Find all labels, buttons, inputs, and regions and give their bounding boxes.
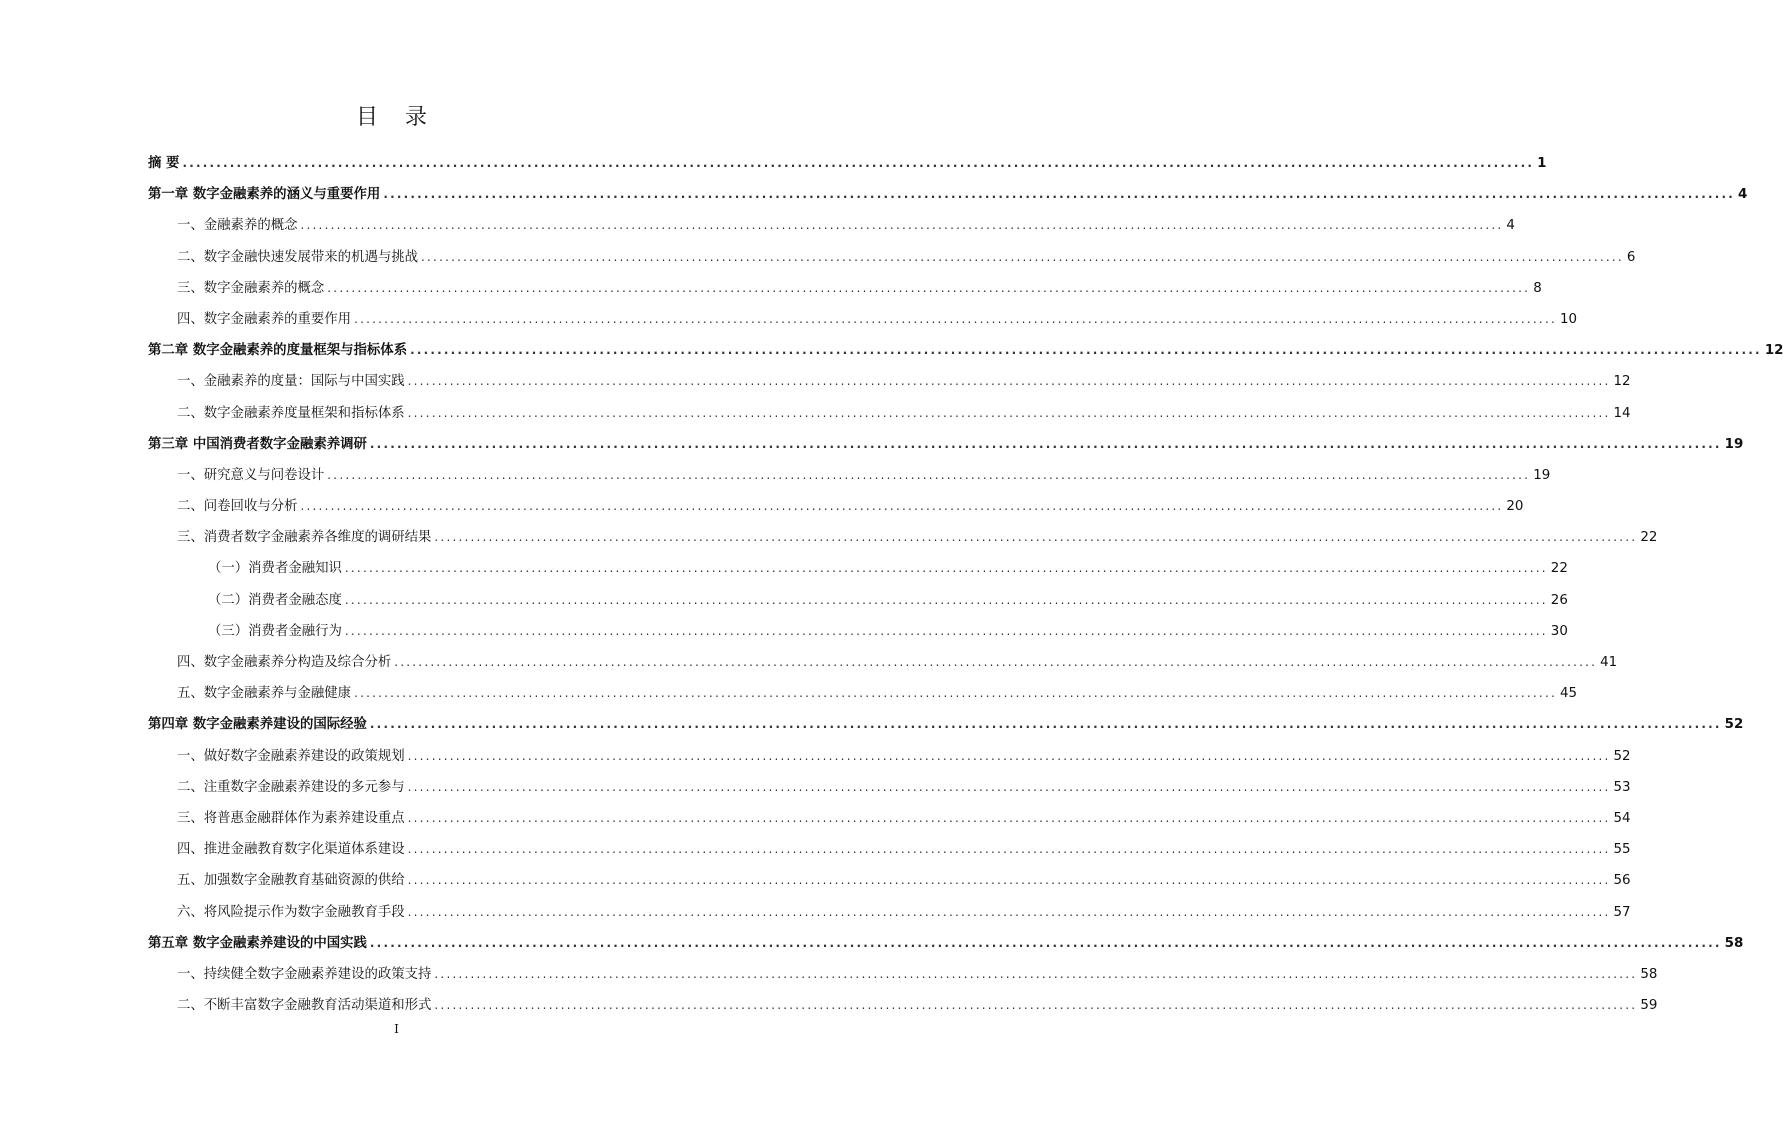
toc-entry-label: 二、注重数字金融素养建设的多元参与	[177, 779, 405, 795]
toc-section-entry[interactable]	[148, 242, 1636, 273]
page-title: 目 录	[356, 105, 437, 130]
toc-dot-leader: ........................................................................................................................................................................................................	[354, 686, 1557, 701]
toc-entry-page: 14	[1613, 405, 1631, 421]
toc-section-entry[interactable]	[148, 803, 1631, 834]
toc-entry-label: 一、研究意义与问卷设计	[177, 467, 325, 483]
toc-entry-page: 8	[1533, 280, 1542, 296]
toc-entry-label: （三）消费者金融行为	[208, 623, 342, 639]
toc-entry-page: 12	[1764, 343, 1783, 359]
toc-dot-leader: ........................................................................................................................................................................................................	[327, 467, 1531, 482]
toc-entry-page: 20	[1506, 499, 1524, 515]
toc-subsection-entry[interactable]	[148, 553, 1568, 584]
toc-section-entry[interactable]	[148, 897, 1631, 928]
toc-entry-label: 三、将普惠金融群体作为素养建设重点	[177, 810, 405, 826]
toc-chapter-entry[interactable]	[148, 429, 1744, 460]
toc-dot-leader: ........................................................................................................................................................................................................	[407, 748, 1611, 763]
toc-entry-page: 12	[1613, 374, 1631, 390]
toc-section-entry[interactable]	[148, 522, 1658, 553]
toc-section-entry[interactable]	[148, 491, 1524, 522]
toc-dot-leader: ........................................................................................................................................................................................................	[327, 280, 1531, 295]
toc-dot-leader: ........................................................................................................................................................................................................	[407, 405, 1611, 420]
toc-dot-leader: ........................................................................................................................................................................................................	[182, 156, 1535, 170]
toc-dot-leader: ........................................................................................................................................................................................................	[344, 561, 1548, 576]
toc-subsection-entry[interactable]	[148, 585, 1568, 616]
toc-dot-leader: ........................................................................................................................................................................................................	[434, 998, 1638, 1013]
toc-dot-leader: ........................................................................................................................................................................................................	[421, 249, 1624, 264]
toc-entry-label: 四、数字金融素养的重要作用	[177, 311, 352, 327]
toc-section-entry[interactable]	[148, 273, 1542, 304]
toc-dot-leader: ........................................................................................................................................................................................................	[369, 717, 1722, 732]
toc-entry-page: 10	[1559, 311, 1578, 327]
toc-section-entry[interactable]	[148, 834, 1631, 865]
toc-dot-leader: ........................................................................................................................................................................................................	[407, 810, 1611, 825]
toc-entry-label: 第四章 数字金融素养建设的国际经验	[148, 717, 367, 733]
toc-entry-label: 二、数字金融快速发展带来的机遇与挑战	[177, 249, 419, 265]
toc-section-entry[interactable]	[148, 865, 1631, 896]
toc-section-entry[interactable]	[148, 366, 1631, 397]
toc-entry-page: 30	[1550, 623, 1568, 639]
toc-entry-label: 四、数字金融素养分构造及综合分析	[177, 655, 392, 670]
toc-section-entry[interactable]	[148, 959, 1658, 990]
toc-entry-label: 三、消费者数字金融素养各维度的调研结果	[177, 530, 432, 546]
toc-entry-page: 59	[1640, 998, 1658, 1014]
toc-section-entry[interactable]	[148, 741, 1631, 772]
toc-entry-label: 一、金融素养的概念	[177, 218, 298, 234]
toc-entry-label: 第二章 数字金融素养的度量框架与指标体系	[148, 343, 408, 359]
page-number: I	[394, 1022, 399, 1036]
toc-entry-page: 58	[1640, 966, 1658, 982]
toc-entry-page: 56	[1613, 873, 1631, 889]
toc-entry-page: 55	[1613, 842, 1631, 858]
toc-entry-page: 54	[1613, 810, 1631, 826]
toc-entry-label: （二）消费者金融态度	[208, 592, 342, 608]
toc-dot-leader: ........................................................................................................................................................................................................	[300, 218, 1504, 233]
toc-entry-page: 52	[1724, 717, 1744, 733]
toc-entry-label: 第一章 数字金融素养的涵义与重要作用	[148, 187, 381, 203]
toc-entry-label: 一、持续健全数字金融素养建设的政策支持	[177, 966, 432, 982]
toc-dot-leader: ........................................................................................................................................................................................................	[407, 873, 1611, 888]
toc-section-entry[interactable]	[148, 304, 1578, 335]
toc-entry-page: 22	[1640, 530, 1658, 546]
toc-dot-leader: ........................................................................................................................................................................................................	[407, 779, 1611, 794]
toc-dot-leader: ........................................................................................................................................................................................................	[300, 499, 1504, 514]
toc-entry-page: 6	[1626, 249, 1636, 265]
toc-dot-leader: ........................................................................................................................................................................................................	[407, 842, 1611, 857]
toc-entry-page: 19	[1724, 436, 1744, 452]
toc-chapter-entry[interactable]	[148, 179, 1748, 210]
toc-entry-page: 53	[1613, 779, 1631, 795]
toc-dot-leader: ........................................................................................................................................................................................................	[344, 592, 1548, 607]
toc-entry-label: 一、做好数字金融素养建设的政策规划	[177, 748, 405, 764]
toc-section-entry[interactable]	[148, 398, 1631, 429]
toc-dot-leader: ........................................................................................................................................................................................................	[383, 187, 1736, 202]
toc-entry-page: 52	[1613, 748, 1631, 764]
toc-entry-page: 26	[1550, 592, 1568, 608]
toc-entry-page: 45	[1559, 686, 1578, 702]
toc-entry-label: 五、数字金融素养与金融健康	[177, 686, 352, 702]
toc-subsection-entry[interactable]	[148, 616, 1568, 647]
toc-entry-page: 41	[1600, 655, 1618, 670]
toc-entry-label: 二、问卷回收与分析	[177, 499, 298, 515]
toc-section-entry[interactable]	[148, 210, 1515, 241]
toc-entry-label: 第三章 中国消费者数字金融素养调研	[148, 436, 367, 452]
toc-section-entry[interactable]	[148, 647, 1618, 678]
toc-entry-label: 一、金融素养的度量：国际与中国实践	[177, 374, 405, 390]
toc-dot-leader: ........................................................................................................................................................................................................	[434, 966, 1638, 981]
toc-dot-leader: ........................................................................................................................................................................................................	[354, 311, 1557, 326]
toc-dot-leader: ........................................................................................................................................................................................................	[344, 623, 1548, 638]
toc-chapter-entry[interactable]	[148, 148, 1547, 179]
toc-dot-leader: ........................................................................................................................................................................................................	[434, 530, 1638, 545]
toc-dot-leader: ........................................................................................................................................................................................................	[369, 935, 1722, 950]
toc-dot-leader: ........................................................................................................................................................................................................	[369, 436, 1722, 451]
toc-entry-page: 22	[1550, 561, 1568, 577]
toc-section-entry[interactable]	[148, 990, 1658, 1021]
toc-entry-label: （一）消费者金融知识	[208, 561, 342, 577]
toc-chapter-entry[interactable]	[148, 335, 1783, 366]
toc-dot-leader: ........................................................................................................................................................................................................	[394, 655, 1598, 669]
toc-section-entry[interactable]	[148, 772, 1631, 803]
toc-dot-leader: ........................................................................................................................................................................................................	[410, 343, 1762, 358]
toc-entry-label: 二、不断丰富数字金融教育活动渠道和形式	[177, 998, 432, 1014]
toc-entry-page: 4	[1506, 218, 1515, 234]
toc-entry-page: 4	[1738, 187, 1748, 203]
table-of-contents	[148, 148, 1783, 1021]
toc-chapter-entry[interactable]	[148, 928, 1744, 959]
toc-entry-label: 二、数字金融素养度量框架和指标体系	[177, 405, 405, 421]
toc-entry-label: 第五章 数字金融素养建设的中国实践	[148, 935, 367, 951]
toc-entry-page: 19	[1533, 467, 1551, 483]
toc-entry-label: 五、加强数字金融教育基础资源的供给	[177, 873, 405, 889]
toc-entry-label: 三、数字金融素养的概念	[177, 280, 325, 296]
toc-section-entry[interactable]	[148, 678, 1578, 709]
toc-entry-page: 58	[1724, 935, 1744, 951]
toc-section-entry[interactable]	[148, 460, 1551, 491]
toc-entry-label: 四、推进金融教育数字化渠道体系建设	[177, 842, 405, 858]
toc-dot-leader: ........................................................................................................................................................................................................	[407, 374, 1611, 389]
toc-entry-label: 摘 要	[148, 156, 180, 171]
toc-entry-label: 六、将风险提示作为数字金融教育手段	[177, 904, 405, 920]
toc-dot-leader: ........................................................................................................................................................................................................	[407, 904, 1611, 919]
toc-entry-page: 1	[1537, 156, 1547, 171]
toc-chapter-entry[interactable]	[148, 709, 1744, 740]
toc-entry-page: 57	[1613, 904, 1631, 920]
